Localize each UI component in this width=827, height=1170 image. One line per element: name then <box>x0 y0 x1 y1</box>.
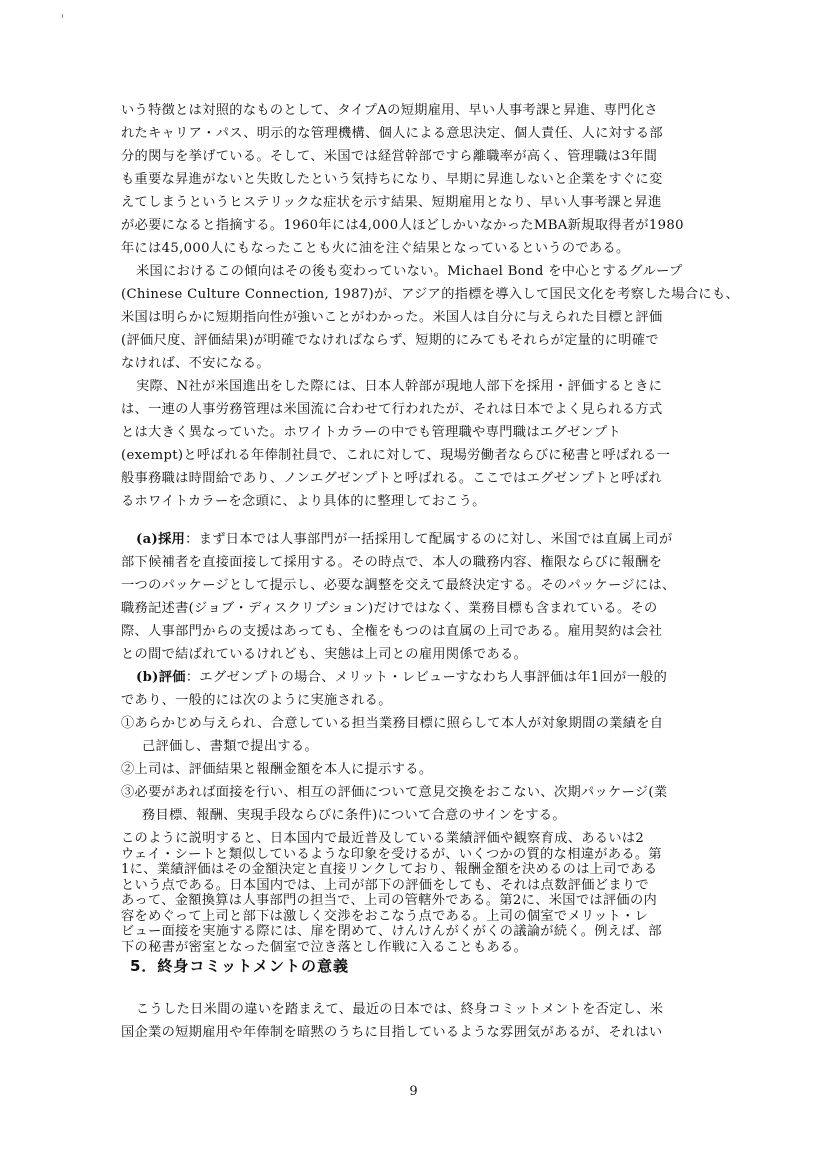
text-line: 国企業の短期雇用や年俸制を暗黙のうちに目指しているような雰囲気があるが、それはい <box>121 1025 663 1040</box>
text-line: (Chinese Culture Connection, 1987)が、アジア的指標を導入して国民文化を考察した場合にも、 <box>121 287 740 302</box>
text-line: ビュー面接を実施する際には、扉を閉めて、けんけんがくがくの議論が続く。例えば、部 <box>121 924 662 939</box>
recruit-label: (a)採用 <box>136 532 186 547</box>
text-line: 米国におけるこの傾向はその後も変わっていない。Michael Bond を中心とするグループ <box>136 264 683 279</box>
text-line: 分的関与を挙げている。そして、米国では経営幹部ですら離職率が高く、管理職は3年間 <box>121 149 658 164</box>
text-line: えてしまうというヒステリックな症状を示す結果、短期雇用となり、早い人事考課と昇進 <box>121 195 662 210</box>
text-line: 容をめぐって上司と部下は激しく交渉をおこなう点である。上司の個室でメリット・レ <box>121 908 649 924</box>
list-item: ①あらかじめ与えられ、合意している担当業務目標に照らして本人が対象期間の業績を自 <box>121 716 664 731</box>
scan-mark <box>62 14 63 18</box>
text-line: 職務記述書(ジョブ・ディスクリプション)だけではなく、業務目標も含まれている。その <box>121 601 658 616</box>
text-line: ウェイ・シートと類似しているような印象を受けるが、いくつかの質的な相違がある。第 <box>121 846 662 862</box>
page-number: 9 <box>409 1084 418 1099</box>
text-line: あって、金額換算は人事部門の担当で、上司の管轄外である。第2に、米国では評価の内 <box>121 893 658 908</box>
text-line: 一つのパッケージとして提示し、必要な調整を交えて最終決定する。そのパッケージには、 <box>121 578 676 593</box>
text-line: が必要になると指摘する。1960年には4,000人ほどしかいなかったMBA新規取得者が1980 <box>121 218 684 233</box>
text-line: いう特徴とは対照的なものとして、タイプAの短期雇用、早い人事考課と昇進、専門化さ <box>121 103 658 118</box>
text-line: とは大きく異なっていた。ホワイトカラーの中でも管理職や専門職はエグゼンプト <box>121 425 622 440</box>
text-line-recruit: (a)採用：まず日本では人事部門が一括採用して配属するのに対し、米国では直属上司が <box>136 532 673 547</box>
text-line: 年には45,000人にもなったことも火に油を注ぐ結果となっているというのである。 <box>121 241 630 256</box>
text-line: との間で結ばれているけれども、実態は上司との雇用関係である。 <box>121 647 528 662</box>
list-item-continuation: 己評価し、書類で提出する。 <box>142 739 318 754</box>
text-line: 際、人事部門からの支援はあっても、全権をもつのは直属の上司である。雇用契約は会社 <box>121 624 663 639</box>
text-span: エグゼンプトの場合、メリット・レビューすなわち人事評価は年1回が一般的 <box>199 670 668 685</box>
text-line: 部下候補者を直接面接して採用する。その時点で、本人の職務内容、権限ならびに報酬を <box>121 555 663 570</box>
text-line: 1に、業績評価はその金額決定と直接リンクしており、報酬金額を決めるのは上司である <box>121 862 658 877</box>
list-item: ③必要があれば面接を行い、相互の評価について意見交換をおこない、次期パッケージ(業 <box>121 785 668 800</box>
text-line: るホワイトカラーを念頭に、より具体的に整理しておこう。 <box>121 494 486 509</box>
text-line: れたキャリア・パス、明示的な管理機構、個人による意思決定、個人責任、人に対する部 <box>121 126 663 141</box>
list-item: ②上司は、評価結果と報酬金額を本人に提示する。 <box>121 762 433 777</box>
text-span: まず日本では人事部門が一括採用して配属するのに対し、米国では直属上司が <box>198 532 673 547</box>
text-line: であり、一般的には次のように実施される。 <box>121 693 392 708</box>
text-line: (評価尺度、評価結果)が明確でなければならず、短期的にみてもそれらが定量的に明確で <box>121 333 659 348</box>
text-line: なければ、不安になる。 <box>121 356 270 371</box>
text-line: も重要な昇進がないと失敗したという気持ちになり、早期に昇進しないと企業をすぐに変 <box>121 172 663 187</box>
text-line: こうした日米間の違いを踏まえて、最近の日本では、終身コミットメントを否定し、米 <box>136 1002 664 1017</box>
text-line: という点である。日本国内では、上司が部下の評価をしても、それは点数評価どまりで <box>121 877 649 893</box>
text-line-evaluation: (b)評価：エグゼンプトの場合、メリット・レビューすなわち人事評価は年1回が一般的 <box>136 670 668 685</box>
evaluation-label: (b)評価 <box>136 670 186 685</box>
section-heading: 5．終身コミットメントの意義 <box>130 957 349 975</box>
text-line: 実際、N社が米国進出をした際には、日本人幹部が現地人部下を採用・評価するときに <box>136 379 663 394</box>
text-line: 米国は明らかに短期指向性が強いことがわかった。米国人は自分に与えられた目標と評価 <box>121 310 663 325</box>
text-line: 般事務職は時間給であり、ノンエグゼンプトと呼ばれる。ここではエグゼンプトと呼ばれ <box>121 471 662 486</box>
text-line: は、一連の人事労務管理は米国流に合わせて行われたが、それは日本でよく見られる方式 <box>121 402 663 417</box>
text-line: このように説明すると、日本国内で最近普及している業績評価や観察育成、あるいは2 <box>121 831 645 846</box>
text-line: (exempt)と呼ばれる年俸制社員で、これに対して、現場労働者ならびに秘書と呼ばれる一 <box>121 448 671 463</box>
list-item-continuation: 務目標、報酬、実現手段ならびに条件)について合意のサインをする。 <box>142 808 566 823</box>
text-line: 下の秘書が密室となった個室で泣き落とし作戦に入ることもある。 <box>121 939 528 955</box>
